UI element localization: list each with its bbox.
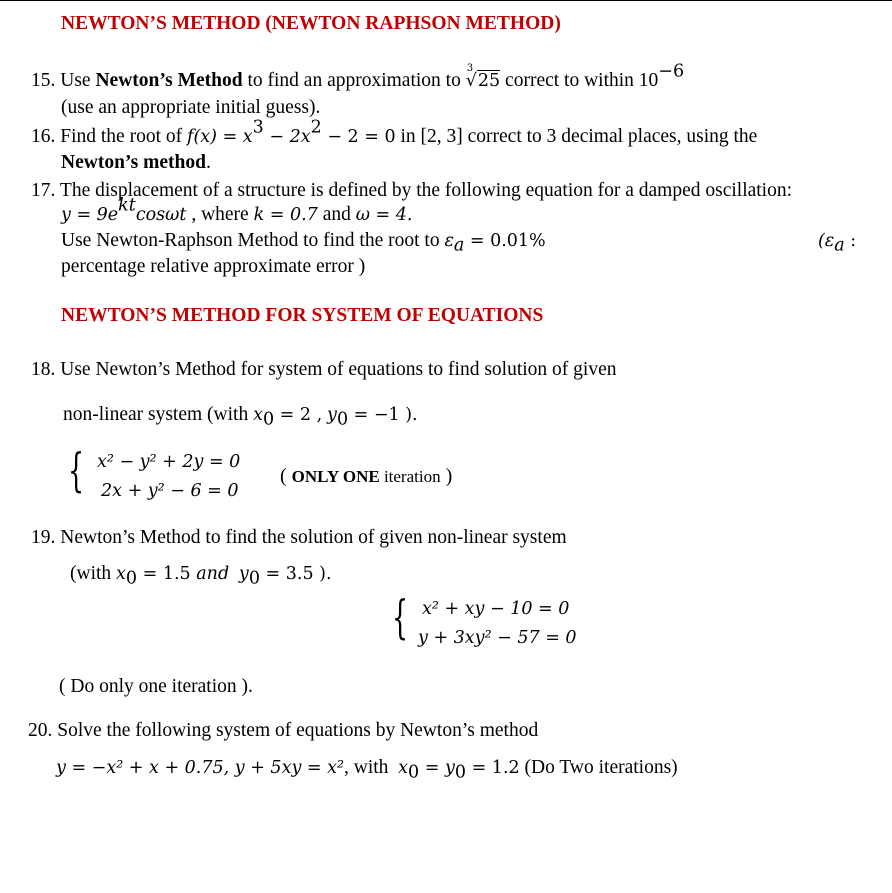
question-16-line2: Newton’s method. [61, 152, 211, 173]
question-15-line2: (use an appropriate initial guess). [61, 97, 321, 118]
question-20-equation: y = −x² + x + 0.75, y + 5xy = x², with $x_0 = y_0 = 1.2$ (Do Two iterations) [56, 757, 678, 783]
section-title-system-of-equations: NEWTON’S METHOD FOR SYSTEM OF EQUATIONS [61, 305, 544, 326]
top-rule [0, 0, 892, 1]
question-17-line4: percentage relative approximate error ) [61, 256, 366, 277]
question-19: 19. Newton’s Method to find the solution of given non-linear system [31, 527, 567, 548]
question-number: 20. [28, 720, 53, 741]
question-20: 20. Solve the following system of equations by Newton’s method [28, 720, 539, 741]
question-18: 18. Use Newton’s Method for system of equations to find solution of given [31, 359, 617, 380]
question-18-note: ( ONLY ONE iteration ) [280, 465, 453, 487]
system-19-eq1: x² + xy − 10 = 0 [422, 599, 570, 619]
left-brace: { [392, 590, 409, 644]
question-17-equation: $y = 9e^{kt}\cos\omega t$ , where k = 0.7 and ω = 4. [61, 195, 413, 225]
question-17-line3: Use Newton-Raphson Method to find the root to $\varepsilon_a = 0.01\%$ [61, 230, 546, 256]
question-15: 15. Use Newton’s Method to find an approximation to 3 √25 correct to within $10^{-6}$ [31, 61, 685, 91]
question-17-epsilon-note: ($\varepsilon_a$ : [818, 231, 857, 256]
question-19-note: ( Do only one iteration ). [59, 676, 253, 697]
system-18-eq2: 2x + y² − 6 = 0 [101, 481, 239, 501]
question-19-line2: (with $x_0 = 1.5$ and $y_0 = 3.5$ ). [70, 563, 332, 589]
question-number: 18. [31, 359, 56, 380]
question-18-line2: non-linear system (with $x_0 = 2$ , $y_0 = -1$ ). [63, 404, 418, 430]
question-16: 16. Find the root of $f(x) = x^3 - 2x^2 - 2 = 0$ in [2, 3] correct to 3 decimal places, using the [31, 117, 758, 147]
question-number: 16. [31, 126, 56, 147]
cube-root: 3 √25 [465, 63, 501, 91]
system-18-eq1: x² − y² + 2y = 0 [97, 452, 241, 472]
question-number: 17. [31, 180, 56, 201]
question-number: 15. [31, 70, 56, 91]
system-19-eq2: y + 3xy² − 57 = 0 [418, 628, 577, 648]
question-number: 19. [31, 527, 56, 548]
question-17: 17. The displacement of a structure is defined by the following equation for a damped oscillation: [31, 180, 793, 201]
left-brace: { [68, 443, 85, 497]
section-title-newtons-method: NEWTON’S METHOD (NEWTON RAPHSON METHOD) [61, 13, 561, 34]
